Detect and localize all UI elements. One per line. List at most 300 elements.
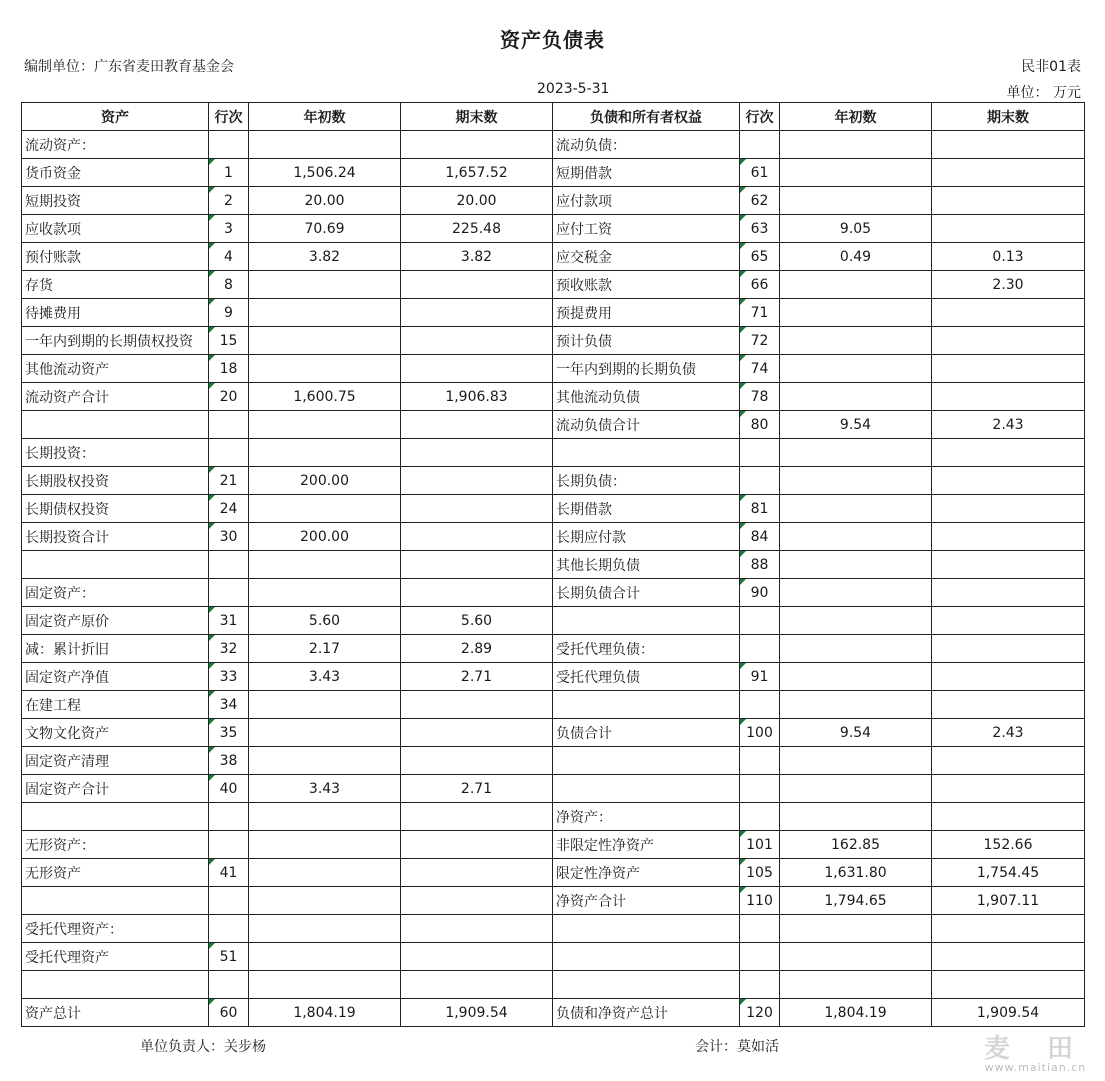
liability-line-no: 61 [740,159,780,187]
liability-line-no: 91 [740,663,780,691]
col-header-assets: 资产 [22,103,209,131]
asset-end-value: 20.00 [401,187,553,215]
liability-name: 短期借款 [553,159,740,187]
liability-line-no [740,467,780,495]
liability-end-value [932,579,1085,607]
liability-begin-value [780,271,932,299]
table-row [22,439,1085,467]
liability-line-no: 78 [740,383,780,411]
asset-begin-value [249,327,401,355]
liability-begin-value [780,691,932,719]
asset-line-no: 1 [209,159,249,187]
asset-end-value: 3.82 [401,243,553,271]
liability-line-no: 72 [740,327,780,355]
liability-begin-value [780,551,932,579]
liability-end-value [932,523,1085,551]
asset-begin-value [249,691,401,719]
asset-line-no [209,915,249,943]
liability-line-no [740,915,780,943]
liability-line-no: 84 [740,523,780,551]
accountant-name: 莫如活 [737,1039,779,1055]
report-date: 2023-5-31 [537,81,610,97]
liability-begin-value [780,579,932,607]
table-row [22,523,1085,551]
liability-line-no [740,747,780,775]
asset-name: 预付账款 [22,243,209,271]
form-number: 民非01表 [1021,59,1081,75]
liability-line-no [740,607,780,635]
liability-line-no: 66 [740,271,780,299]
asset-end-value: 2.89 [401,635,553,663]
asset-name: 长期债权投资 [22,495,209,523]
liability-begin-value [780,803,932,831]
liability-begin-value [780,775,932,803]
asset-name: 存货 [22,271,209,299]
asset-begin-value: 200.00 [249,523,401,551]
asset-name: 货币资金 [22,159,209,187]
asset-line-no: 3 [209,215,249,243]
asset-begin-value [249,495,401,523]
table-row [22,131,1085,159]
liability-line-no [740,971,780,999]
table-row [22,187,1085,215]
col-header-line: 行次 [209,103,249,131]
asset-end-value: 225.48 [401,215,553,243]
liability-name: 负债和净资产总计 [553,999,740,1027]
asset-name: 减：累计折旧 [22,635,209,663]
asset-begin-value: 2.17 [249,635,401,663]
asset-line-no: 31 [209,607,249,635]
liability-end-value [932,187,1085,215]
liability-line-no [740,943,780,971]
asset-end-value: 2.71 [401,775,553,803]
asset-name: 短期投资 [22,187,209,215]
asset-end-value [401,943,553,971]
asset-name: 在建工程 [22,691,209,719]
liability-begin-value [780,495,932,523]
asset-begin-value [249,551,401,579]
table-row [22,327,1085,355]
asset-end-value: 2.71 [401,663,553,691]
asset-end-value [401,439,553,467]
asset-name: 应收款项 [22,215,209,243]
liability-name: 受托代理负债 [553,663,740,691]
asset-begin-value: 1,600.75 [249,383,401,411]
asset-end-value [401,467,553,495]
responsible-label: 单位负责人： [140,1039,224,1055]
liability-line-no: 74 [740,355,780,383]
liability-end-value: 2.43 [932,411,1085,439]
watermark [984,1028,1087,1074]
table-row [22,355,1085,383]
table-row [22,635,1085,663]
liability-name: 非限定性净资产 [553,831,740,859]
asset-line-no: 34 [209,691,249,719]
asset-name: 受托代理资产 [22,943,209,971]
liability-begin-value [780,299,932,327]
liability-begin-value [780,467,932,495]
liability-end-value: 0.13 [932,243,1085,271]
liability-name: 负债合计 [553,719,740,747]
liability-begin-value [780,663,932,691]
asset-begin-value [249,355,401,383]
asset-begin-value: 3.43 [249,663,401,691]
asset-begin-value [249,943,401,971]
liability-name [553,943,740,971]
asset-begin-value: 3.43 [249,775,401,803]
table-row [22,159,1085,187]
liability-end-value: 1,909.54 [932,999,1085,1027]
asset-name: 资产总计 [22,999,209,1027]
liability-name: 受托代理负债： [553,635,740,663]
liability-end-value [932,159,1085,187]
asset-begin-value [249,747,401,775]
liability-begin-value [780,439,932,467]
liability-begin-value: 9.05 [780,215,932,243]
table-row [22,243,1085,271]
asset-end-value [401,747,553,775]
liability-begin-value [780,607,932,635]
asset-begin-value [249,971,401,999]
asset-line-no: 20 [209,383,249,411]
liability-name: 预计负债 [553,327,740,355]
asset-end-value [401,411,553,439]
table-row [22,887,1085,915]
liability-begin-value [780,131,932,159]
liability-name [553,691,740,719]
table-row [22,803,1085,831]
col-header-line: 行次 [740,103,780,131]
liability-end-value [932,467,1085,495]
liability-end-value [932,215,1085,243]
liability-begin-value: 1,631.80 [780,859,932,887]
accountant [695,1036,779,1056]
asset-line-no: 32 [209,635,249,663]
asset-end-value [401,495,553,523]
liability-name [553,439,740,467]
liability-line-no: 63 [740,215,780,243]
table-row [22,607,1085,635]
asset-name: 流动资产： [22,131,209,159]
asset-name: 固定资产净值 [22,663,209,691]
asset-end-value [401,859,553,887]
table-row [22,859,1085,887]
table-row [22,831,1085,859]
asset-begin-value [249,831,401,859]
asset-name: 流动资产合计 [22,383,209,411]
asset-line-no: 60 [209,999,249,1027]
liability-name: 长期应付款 [553,523,740,551]
asset-end-value [401,719,553,747]
liability-name [553,971,740,999]
liability-end-value: 2.43 [932,719,1085,747]
liability-end-value: 1,754.45 [932,859,1085,887]
liability-end-value [932,943,1085,971]
table-row [22,495,1085,523]
liability-end-value: 152.66 [932,831,1085,859]
liability-end-value [932,803,1085,831]
asset-begin-value [249,439,401,467]
asset-name [22,887,209,915]
liability-line-no: 62 [740,187,780,215]
asset-begin-value: 200.00 [249,467,401,495]
asset-end-value [401,887,553,915]
table-row [22,467,1085,495]
table-row [22,943,1085,971]
col-header-begin: 年初数 [780,103,932,131]
asset-end-value [401,271,553,299]
liability-end-value [932,635,1085,663]
table-row [22,719,1085,747]
asset-line-no: 30 [209,523,249,551]
liability-begin-value: 9.54 [780,719,932,747]
liability-name: 净资产： [553,803,740,831]
asset-end-value [401,327,553,355]
asset-line-no [209,971,249,999]
asset-name [22,411,209,439]
asset-name: 待摊费用 [22,299,209,327]
liability-name: 应付款项 [553,187,740,215]
asset-line-no: 35 [209,719,249,747]
liability-name: 流动负债合计 [553,411,740,439]
table-row [22,999,1085,1027]
liability-end-value [932,355,1085,383]
asset-begin-value: 1,506.24 [249,159,401,187]
balance-sheet-table [21,102,1085,1027]
liability-end-value [932,551,1085,579]
liability-begin-value [780,327,932,355]
asset-line-no: 41 [209,859,249,887]
table-row [22,775,1085,803]
liability-end-value [932,691,1085,719]
liability-end-value [932,327,1085,355]
liability-end-value [932,971,1085,999]
asset-name: 长期投资： [22,439,209,467]
liability-name: 长期负债合计 [553,579,740,607]
liability-end-value [932,131,1085,159]
asset-name: 受托代理资产： [22,915,209,943]
asset-line-no [209,131,249,159]
asset-line-no: 8 [209,271,249,299]
liability-begin-value [780,635,932,663]
asset-end-value: 1,906.83 [401,383,553,411]
asset-line-no: 33 [209,663,249,691]
asset-begin-value [249,915,401,943]
liability-name: 应交税金 [553,243,740,271]
liability-begin-value [780,943,932,971]
table-row [22,663,1085,691]
asset-end-value [401,915,553,943]
asset-begin-value [249,719,401,747]
liability-line-no [740,439,780,467]
liability-begin-value: 162.85 [780,831,932,859]
liability-line-no: 65 [740,243,780,271]
asset-line-no: 2 [209,187,249,215]
accountant-label: 会计： [695,1039,737,1055]
asset-end-value [401,691,553,719]
liability-end-value [932,607,1085,635]
asset-line-no [209,579,249,607]
liability-end-value [932,299,1085,327]
asset-line-no [209,439,249,467]
asset-begin-value [249,299,401,327]
liability-end-value [932,747,1085,775]
liability-begin-value: 1,804.19 [780,999,932,1027]
asset-name: 无形资产： [22,831,209,859]
liability-line-no [740,775,780,803]
liability-line-no: 100 [740,719,780,747]
liability-begin-value: 1,794.65 [780,887,932,915]
asset-name: 固定资产清理 [22,747,209,775]
table-row [22,299,1085,327]
col-header-liabilities: 负债和所有者权益 [553,103,740,131]
table-row [22,915,1085,943]
liability-name [553,915,740,943]
asset-begin-value: 70.69 [249,215,401,243]
liability-end-value [932,663,1085,691]
liability-line-no [740,803,780,831]
col-header-end: 期末数 [401,103,553,131]
asset-begin-value: 20.00 [249,187,401,215]
asset-name [22,551,209,579]
asset-begin-value [249,887,401,915]
watermark-logo: 麦 田 [983,1034,1087,1064]
asset-line-no [209,831,249,859]
asset-end-value [401,579,553,607]
asset-begin-value [249,271,401,299]
asset-name: 无形资产 [22,859,209,887]
asset-end-value: 1,909.54 [401,999,553,1027]
asset-name: 长期股权投资 [22,467,209,495]
asset-line-no [209,411,249,439]
asset-line-no: 18 [209,355,249,383]
asset-line-no: 24 [209,495,249,523]
liability-name: 应付工资 [553,215,740,243]
asset-begin-value [249,579,401,607]
org-info [24,56,234,76]
liability-name [553,747,740,775]
asset-begin-value: 1,804.19 [249,999,401,1027]
liability-name [553,775,740,803]
asset-end-value [401,831,553,859]
asset-name: 文物文化资产 [22,719,209,747]
responsible-name: 关步杨 [224,1039,266,1055]
asset-end-value: 5.60 [401,607,553,635]
table-row [22,579,1085,607]
header-row [22,103,1085,131]
asset-end-value [401,299,553,327]
table-row [22,383,1085,411]
org-label: 编制单位： [24,59,94,75]
asset-begin-value [249,859,401,887]
watermark-url: www.maitian.cn [984,1061,1087,1074]
liability-name: 流动负债： [553,131,740,159]
asset-name [22,803,209,831]
asset-line-no [209,803,249,831]
liability-begin-value [780,159,932,187]
liability-line-no: 81 [740,495,780,523]
responsible-person [140,1036,266,1056]
table-row [22,271,1085,299]
asset-name: 长期投资合计 [22,523,209,551]
asset-name: 其他流动资产 [22,355,209,383]
liability-end-value [932,775,1085,803]
liability-line-no: 88 [740,551,780,579]
table-row [22,971,1085,999]
asset-line-no: 40 [209,775,249,803]
liability-begin-value [780,915,932,943]
asset-line-no: 38 [209,747,249,775]
liability-line-no [740,691,780,719]
liability-name [553,607,740,635]
liability-begin-value [780,383,932,411]
liability-name: 净资产合计 [553,887,740,915]
asset-line-no: 4 [209,243,249,271]
liability-name: 限定性净资产 [553,859,740,887]
asset-end-value [401,131,553,159]
liability-line-no [740,131,780,159]
asset-line-no [209,887,249,915]
asset-line-no [209,551,249,579]
liability-name: 长期负债： [553,467,740,495]
asset-begin-value [249,411,401,439]
asset-name: 固定资产原价 [22,607,209,635]
unit-label: 单位： 万元 [1006,85,1081,101]
table-row [22,747,1085,775]
asset-end-value [401,523,553,551]
page-title: 资产负债表 [500,28,605,52]
liability-begin-value [780,971,932,999]
liability-begin-value [780,523,932,551]
liability-begin-value: 0.49 [780,243,932,271]
asset-end-value [401,803,553,831]
liability-line-no: 101 [740,831,780,859]
asset-end-value: 1,657.52 [401,159,553,187]
liability-name: 其他长期负债 [553,551,740,579]
col-header-end: 期末数 [932,103,1085,131]
asset-line-no: 9 [209,299,249,327]
asset-begin-value: 5.60 [249,607,401,635]
liability-name: 预提费用 [553,299,740,327]
liability-line-no [740,635,780,663]
liability-end-value: 1,907.11 [932,887,1085,915]
liability-line-no: 71 [740,299,780,327]
liability-end-value: 2.30 [932,271,1085,299]
liability-name: 长期借款 [553,495,740,523]
liability-end-value [932,915,1085,943]
liability-begin-value: 9.54 [780,411,932,439]
table-row [22,551,1085,579]
asset-end-value [401,971,553,999]
liability-name: 一年内到期的长期负债 [553,355,740,383]
asset-line-no: 15 [209,327,249,355]
liability-name: 其他流动负债 [553,383,740,411]
liability-line-no: 105 [740,859,780,887]
liability-begin-value [780,187,932,215]
liability-line-no: 80 [740,411,780,439]
org-name: 广东省麦田教育基金会 [94,59,234,75]
asset-line-no: 51 [209,943,249,971]
asset-line-no: 21 [209,467,249,495]
col-header-begin: 年初数 [249,103,401,131]
asset-name: 固定资产： [22,579,209,607]
asset-begin-value [249,131,401,159]
asset-name [22,971,209,999]
liability-end-value [932,439,1085,467]
asset-begin-value [249,803,401,831]
liability-begin-value [780,355,932,383]
liability-name: 预收账款 [553,271,740,299]
